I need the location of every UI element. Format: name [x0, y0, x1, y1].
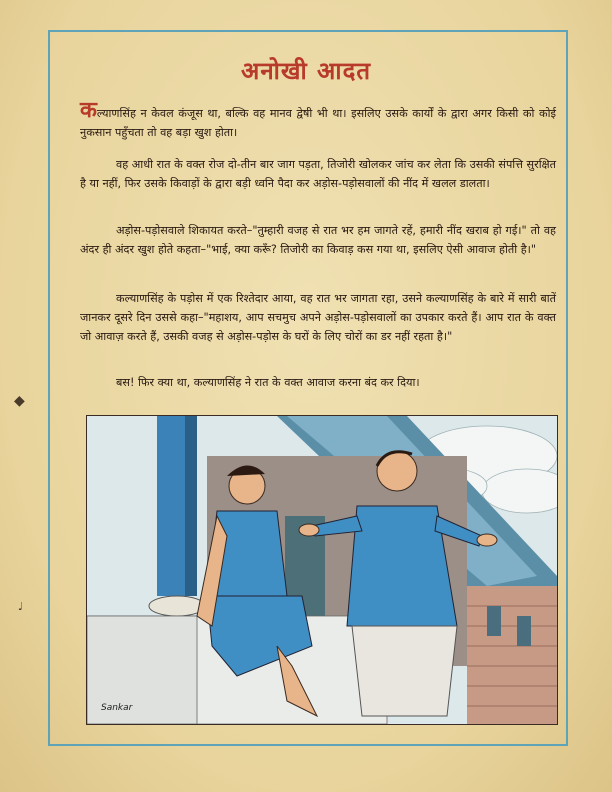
margin-mark: ♩: [18, 600, 24, 613]
drop-cap: क: [80, 98, 97, 123]
house-window: [487, 606, 501, 636]
house-window: [517, 616, 531, 646]
paragraph-4: कल्याणसिंह के पड़ोस में एक रिश्तेदार आया, वह रात भर जागता रहा, उसने कल्याणसिंह के बारे में सारी बातें जानकर दूसरे दिन उससे कहा–"महाशय, आप सचमुच अपने अड़ोस-पड़ोसवालों का उपकार करते हैं। आप रात के वक्त जो आवाज़ करते हैं, उसकी वजह से अड़ोस-पड़ोस के घरों के लिए चोरों का डर नहीं रहता है।": [80, 292, 556, 343]
paragraph-1: [80, 98, 556, 142]
story-illustration: [86, 415, 558, 725]
paragraph-3: अड़ोस-पड़ोसवाले शिकायत करते–"तुम्हारी वजह से रात भर हम जागते रहें, हमारी नींद खराब हो गई।" तो वह अंदर ही अंदर खुश होते कहता–"भाई, क्या करूँ? तिजोरी का किवाड़ कस गया था, इसलिए ऐसी आवाज होती है।": [80, 224, 556, 256]
pillar-base: [149, 596, 205, 616]
house-wall: [467, 586, 557, 724]
artist-signature: Sankar: [101, 703, 133, 713]
story-title: अनोखी आदत: [240, 57, 372, 85]
paragraph-2: वह आधी रात के वक्त रोज दो-तीन बार जाग पड़ता, तिजोरी खोलकर जांच कर लेता कि उसकी संपत्ति सुरक्षित है या नहीं, फिर उसके किवाड़ों के द्वारा बड़ी ध्वनि पैदा कर अड़ोस-पड़ोसवालों की नींद में खलल डालता।: [80, 158, 556, 190]
margin-mark: ◆: [14, 393, 25, 409]
paragraph-1-text: ल्याणसिंह न केवल कंजूस था, बल्कि वह मानव द्वेषी भी था। इसलिए उसके कार्यों के द्वारा अगर किसी को कोई नुकसान पहुँचता तो वह बड़ा खुश होता।: [80, 107, 556, 139]
paragraph-5: बस! फिर क्या था, कल्याणसिंह ने रात के वक्त आवाज करना बंद कर दिया।: [116, 376, 420, 389]
